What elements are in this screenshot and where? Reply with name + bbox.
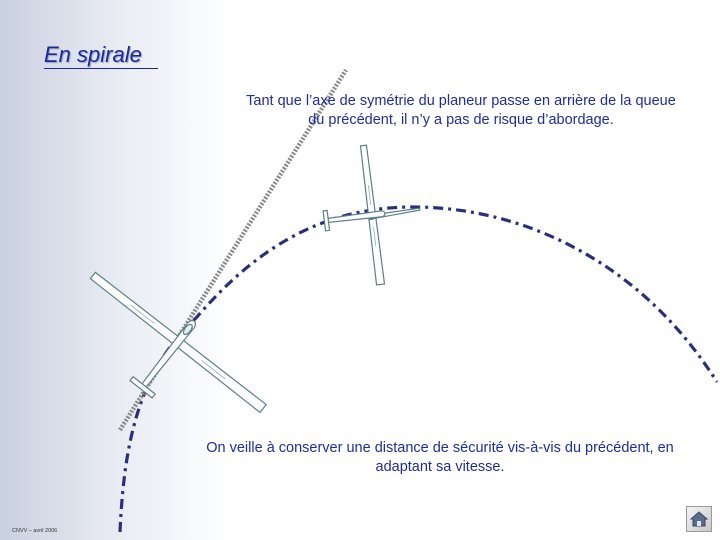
slide-title: En spirale (44, 42, 142, 67)
footer-credit: CNVV – avril 2006 (12, 528, 58, 534)
glider-follow-icon (56, 255, 279, 456)
caption-bottom: On veille à conserver une distance de sécurité vis-à-vis du précédent, en adaptant sa vitesse. (206, 440, 674, 475)
home-icon (687, 507, 711, 531)
glider-lead-icon (316, 140, 428, 291)
home-nav-button[interactable] (686, 506, 712, 532)
caption-top: Tant que l’axe de symétrie du planeur passe en arrière de la queue du précédent, il n’y a pas de risque d’abordage. (246, 93, 676, 128)
